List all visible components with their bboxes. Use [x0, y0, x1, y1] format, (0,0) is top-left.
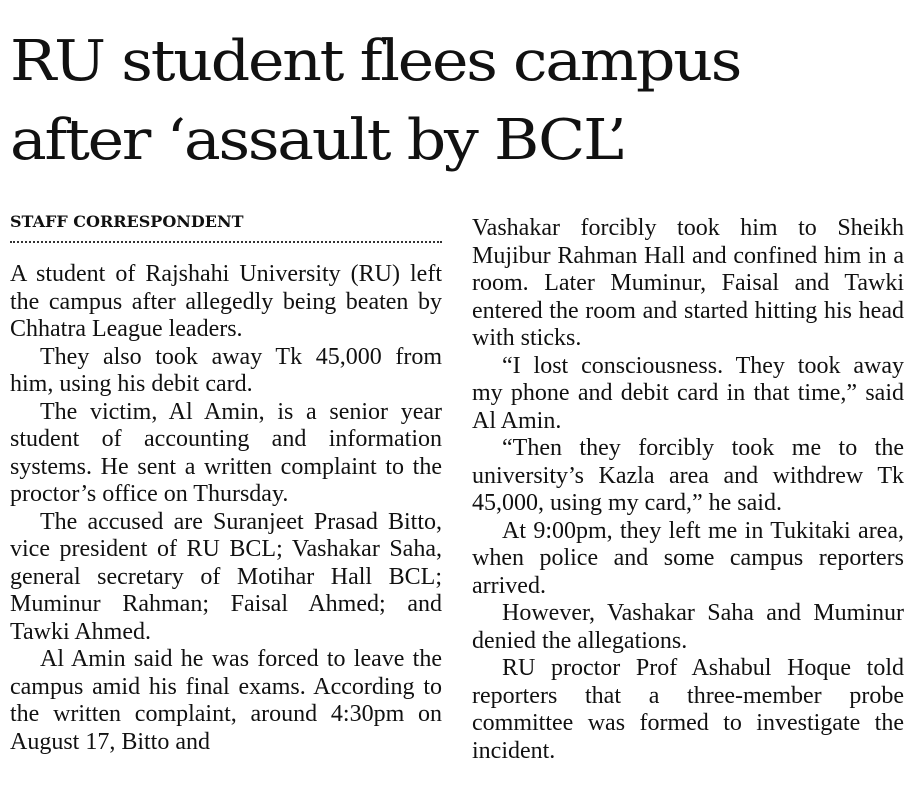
- paragraph: The accused are Suranjeet Prasad Bitto, vice president of RU BCL; Vashakar Saha, general secretary of Motihar Hall BCL; Muminur Rahman; Faisal Ahmed; and Tawki Ahmed.: [10, 508, 442, 645]
- article-column-right: [472, 215, 904, 765]
- headline-line-2: after ‘assault by BCL’: [10, 108, 625, 173]
- paragraph: At 9:00pm, they left me in Tukitaki area, when police and some campus reporters arrived.: [472, 517, 904, 599]
- paragraph: The victim, Al Amin, is a senior year student of accounting and information systems. He sent a written complaint to the proctor’s office on Thursday.: [10, 398, 442, 507]
- headline: [10, 22, 914, 180]
- paragraph: Vashakar forcibly took him to Sheikh Mujibur Rahman Hall and confined him in a room. Later Muminur, Faisal and Tawki entered the room and started hitting his head with sticks.: [472, 215, 904, 351]
- byline: STAFF CORRESPONDENT: [10, 210, 442, 243]
- paragraph: A student of Rajshahi University (RU) left the campus after allegedly being beaten by Chhatra League leaders.: [10, 261, 442, 342]
- paragraph: They also took away Tk 45,000 from him, using his debit card.: [10, 343, 442, 397]
- paragraph: However, Vashakar Saha and Muminur denied the allegations.: [472, 600, 904, 654]
- paragraph: “I lost consciousness. They took away my phone and debit card in that time,” said Al Amin.: [472, 352, 904, 434]
- article-column-left: [10, 261, 442, 756]
- paragraph: RU proctor Prof Ashabul Hoque told reporters that a three-member probe committee was formed to investigate the incident.: [472, 655, 904, 764]
- paragraph: Al Amin said he was forced to leave the campus amid his final exams. According to the written complaint, around 4:30pm on August 17, Bitto and: [10, 646, 442, 755]
- headline-line-1: RU student flees campus: [10, 29, 741, 94]
- paragraph: “Then they forcibly took me to the university’s Kazla area and withdrew Tk 45,000, using my card,” he said.: [472, 435, 904, 516]
